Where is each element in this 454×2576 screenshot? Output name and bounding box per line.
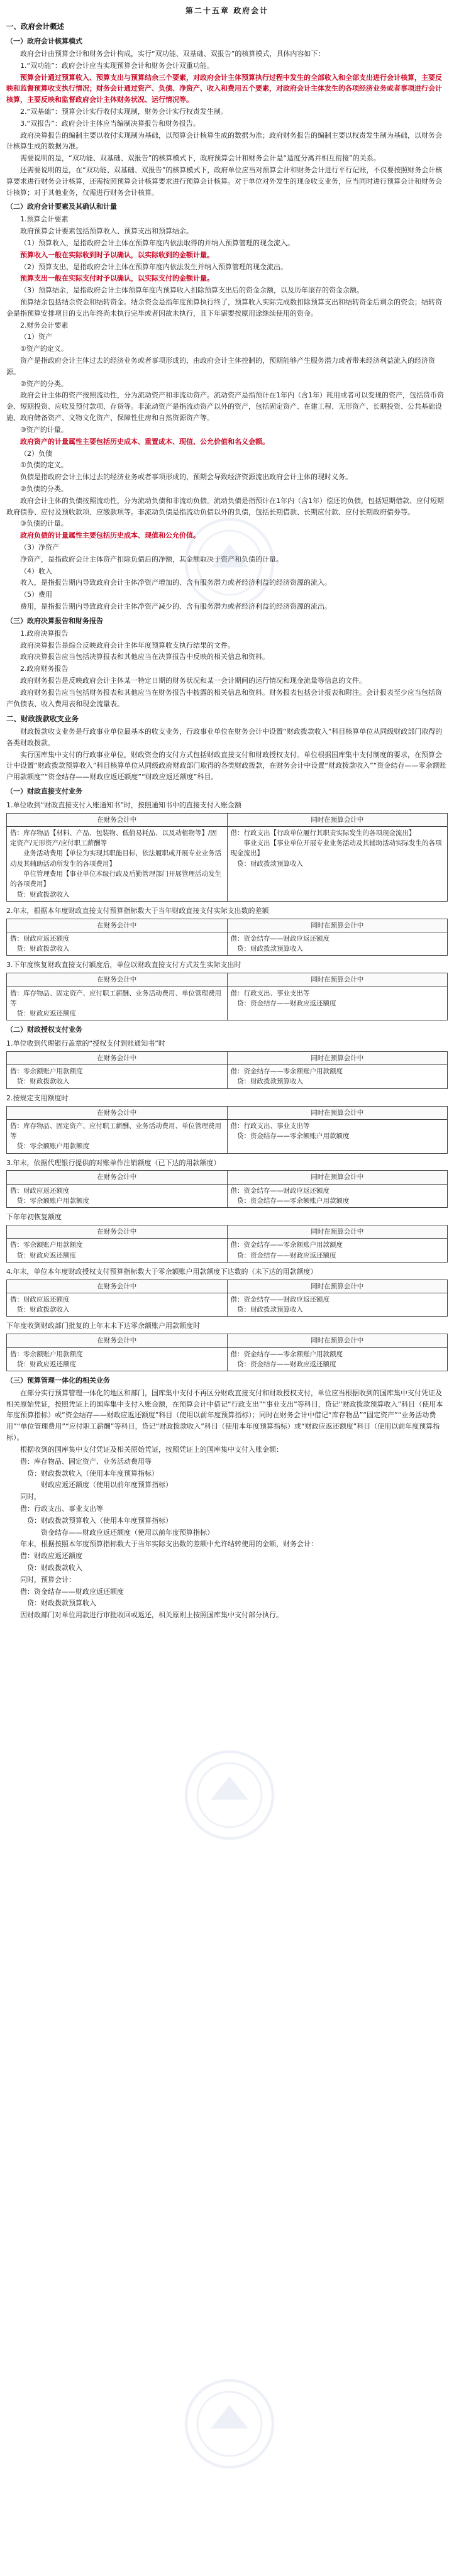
paragraph: ②负债的分类。 <box>20 484 68 493</box>
paragraph: 在部分实行预算管理一体化的地区和部门，国库集中支付不再区分财政直接支付和财政授权支付，单位应当根据收到的国库集中支付凭证及相关原始凭证，按照凭证上的国库集中支付入账金额，在预算会计中借记“行政支出”“事业支出”等科目，贷记“财政拨款预算收入”科目（使用本年度预算指标）或“资金结存——财政应返还额度”科目（使用以前年度预算指标）；同时在财务会计中借记“库存物品”“固定资产”“业务活动费用”“单位管理费用”“应付职工薪酬”等科目，贷记“财政拨款收入”科目（使用本年度预算指标）或“财政应返还额度”科目（使用以前年度预算指标）。 <box>6 1388 443 1442</box>
table-caption: 4.年末，单位本年度财政授权支付预算指标数大于零余额账户用款额度下达数的（未下达的用款额度） <box>6 1267 318 1276</box>
table-row <box>7 1184 448 1208</box>
subsection-heading: （三）预算管理一体化的相关业务 <box>6 1376 110 1385</box>
entry-line: 贷：财政拨款收入（使用本年度预算指标） <box>20 1469 158 1478</box>
financial-entry-cell <box>7 1119 228 1153</box>
watermark-seal-icon <box>182 2377 277 2471</box>
financial-entry: 借：库存物品、固定资产、应付职工薪酬、业务活动费用、单位管理费用等 贷：零余额账户用款额度 <box>10 1122 221 1151</box>
table-row <box>7 1347 448 1371</box>
header-budget: 同时在预算会计中 <box>227 1334 448 1347</box>
paragraph: （1）资产 <box>20 333 52 341</box>
paragraph: 净资产，是指政府会计主体资产扣除负债后的净额，其金额取决于资产和负债的计量。 <box>20 555 283 563</box>
paragraph: 还需要说明的是，在“双功能、双基础、双报告”的核算模式下，政府单位应当对预算会计和财务会计进行平行记账，不仅要按照财务会计核算要求进行财务会计核算，还需按照预算会计核算要求进行预算会计核算。对于单位对外发生的现金收支业务，应当同时进行预算会计和财务会计核算；对于其他业务，仅需进行财务会计核算。 <box>6 166 443 197</box>
entry-table <box>6 1170 448 1208</box>
header-financial: 在财务会计中 <box>7 973 228 987</box>
table-row <box>7 1119 448 1153</box>
financial-entry-cell <box>7 1239 228 1263</box>
entry-line: 借：库存物品、固定资产、业务活动费用等 <box>20 1457 152 1466</box>
budget-entry-cell <box>227 1293 448 1317</box>
financial-entry: 借：库存物品、固定资产、应付职工薪酬、业务活动费用、单位管理费用等 贷：财政应返还额度 <box>10 989 221 1018</box>
paragraph: 1.“双功能”：政府会计应当实现预算会计和财务会计双重功能。 <box>20 61 214 70</box>
budget-entry: 借：资金结存——财政应返还额度 贷：财政拨款预算收入 <box>230 934 329 953</box>
paragraph: 政府预算会计要素包括预算收入、预算支出和预算结余。 <box>20 227 193 236</box>
table-row <box>7 987 448 1020</box>
paragraph: 政府决算报告应当包括决算报表和其他应当在决算报告中反映的相关信息和资料。 <box>20 653 269 661</box>
financial-entry: 借：财政应返还额度 贷：财政拨款收入 <box>10 934 70 953</box>
entry-line: 同时，预算会计： <box>20 1575 75 1584</box>
budget-entry: 借：资金结存——零余额账户用款额度 贷：资金结存——财政应返还额度 <box>230 1241 343 1259</box>
financial-entry: 借：零余额账户用款额度 贷：财政拨款收入 <box>10 1068 83 1086</box>
paragraph: 预算结余包括结余资金和结转资金。结余资金是指年度预算执行终了，预算收入实际完成数扣除预算支出和结转资金后剩余的资金；结转资金是指预算安排项目的支出年终尚未执行完毕或者因故未执行，且下年需要按原用途继续使用的资金。 <box>6 297 442 318</box>
paragraph: 政府财务报告应当包括财务报表和其他应当在财务报告中披露的相关信息和资料。财务报表包括会计报表和附注。会计报表至少应当包括资产负债表、收入费用表和现金流量表。 <box>6 688 442 708</box>
paragraph: ①资产的定义。 <box>20 345 68 353</box>
table-header-row <box>7 919 448 932</box>
paragraph: 需要说明的是，“双功能、双基础、双报告”的核算模式下，政府预算会计和财务会计是“适度分离并相互衔接”的关系。 <box>20 154 380 163</box>
budget-entry: 借：行政支出、事业支出等 贷：资金结存——零余额账户用款额度 <box>230 1122 350 1141</box>
table-caption: 下年年初恢复额度 <box>6 1213 62 1222</box>
table-row <box>7 826 448 901</box>
table-header-row <box>7 1106 448 1119</box>
paragraph: （3）净资产 <box>20 543 59 551</box>
financial-entry: 借：财政应返还额度 贷：零余额账户用款额度 <box>10 1186 89 1205</box>
header-financial: 在财务会计中 <box>7 1334 228 1347</box>
paragraph: 政府决算报告的编制主要以收付实现制为基础，以预算会计核算生成的数据为准；政府财务报告的编制主要以权责发生制为基础，以财务会计核算生成的数据为准。 <box>6 131 442 151</box>
table-row <box>7 1065 448 1089</box>
table-caption: 2.按规定支用额度时 <box>6 1093 69 1102</box>
financial-entry: 借：零余额账户用款额度 贷：财政应返还额度 <box>10 1350 83 1368</box>
budget-entry: 借：资金结存——财政应返还额度 贷：资金结存——零余额账户用款额度 <box>230 1186 350 1205</box>
budget-entry: 借：行政支出【行政单位履行其职责实际发生的各项现金流出】 事业支出【事业单位开展专业业务活动及其辅助活动实际发生的各项现金流出】 贷：财政拨款预算收入 <box>230 829 442 868</box>
table-header-row <box>7 973 448 987</box>
highlight-paragraph: 预算收入一般在实际收到时予以确认，以实际收到的金额计量。 <box>20 250 214 259</box>
paragraph: 资产是指政府会计主体过去的经济业务或者事项形成的，由政府会计主体控制的，预期能够产生服务潜力或者带来经济利益流入的经济资源。 <box>6 357 435 376</box>
paragraph: 根据收到的国库集中支付凭证及相关原始凭证，按照凭证上的国库集中支付入账金额： <box>20 1445 283 1454</box>
financial-entry-cell <box>7 1065 228 1089</box>
paragraph: （1）预算收入，是指政府会计主体在预算年度内依法取得的并纳入预算管理的现金流入。 <box>20 238 294 247</box>
entry-table <box>6 1334 448 1371</box>
paragraph: 政府会计由预算会计和财务会计构成，实行“双功能、双基础、双报告”的核算模式，具体内容如下： <box>20 49 325 58</box>
journal-entries-year-end <box>6 1551 448 1609</box>
budget-entry: 借：资金结存——零余额账户用款额度 贷：资金结存——财政应返还额度 <box>230 1350 343 1368</box>
table-caption: 下年度收到财政部门批复的上年末未下达零余额账户用款额度时 <box>6 1322 200 1330</box>
table-caption: 3.年末，依据代理银行提供的对账单作注销额度（已下达的用款额度） <box>6 1158 221 1167</box>
entry-line: 同时， <box>20 1493 41 1501</box>
entry-line: 资金结存——财政应返还额度（使用以前年度预算指标） <box>20 1528 214 1537</box>
highlight-paragraph: 预算支出一般在实际支付时予以确认，以实际支付的金额计量。 <box>20 274 214 283</box>
budget-entry: 借：资金结存——财政应返还额度 贷：财政拨款预算收入 <box>230 1295 329 1314</box>
table-header-row <box>7 1280 448 1293</box>
entry-table <box>6 813 448 902</box>
entry-table <box>6 919 448 956</box>
table-caption: 1.单位收到代理银行盖章的“授权支付到账通知书”时 <box>6 1039 165 1048</box>
entry-tables-direct <box>6 800 448 1020</box>
entry-table <box>6 1280 448 1317</box>
header-financial: 在财务会计中 <box>7 1225 228 1239</box>
paragraph: 1.预算会计要素 <box>20 215 69 224</box>
financial-entry-cell <box>7 1347 228 1371</box>
entry-line: 贷：财政拨款预算收入 <box>20 1599 96 1608</box>
highlight-paragraph: 政府负债的计量属性主要包括历史成本、现值和公允价值。 <box>20 531 200 540</box>
financial-entry-cell <box>7 1293 228 1317</box>
subsection-heading: （一）政府会计核算模式 <box>6 37 82 46</box>
paragraph: 2.政府财务报告 <box>20 665 69 673</box>
paragraph: 年末，根据按照本年度预算指标数大于当年实际支出数的差额中允许结转使用的金额，财务会计： <box>20 1540 318 1549</box>
paragraph: 3.“双报告”：政府会计主体应当编制决算报告和财务报告。 <box>20 119 200 128</box>
table-row <box>7 1239 448 1263</box>
subsection-heading: （二）政府会计要素及其确认和计量 <box>6 202 117 211</box>
paragraph: （2）预算支出，是指政府会计主体在预算年度内依法发生并纳入预算管理的现金流出。 <box>20 262 287 271</box>
paragraph: ③资产的计量。 <box>20 425 68 434</box>
financial-entry-cell <box>7 826 228 901</box>
entry-line: 借：行政支出、事业支出等 <box>20 1504 103 1513</box>
paragraph: 费用，是指报告期内导致政府会计主体净资产减少的、含有服务潜力或者经济利益的经济资源的流出。 <box>20 602 331 611</box>
header-financial: 在财务会计中 <box>7 919 228 932</box>
highlight-paragraph: 预算会计通过预算收入、预算支出与预算结余三个要素，对政府会计主体预算执行过程中发生的全部收入和全部支出进行会计核算，主要反映和监督预算收支执行情况；财务会计通过资产、负债、净资产、收入和费用五个要素，对政府会计主体发生的各项经济业务或者事项进行会计核算，主要反映和监督政府会计主体财务状况、运行情况等。 <box>6 73 442 104</box>
header-budget: 同时在预算会计中 <box>227 1225 448 1239</box>
header-financial: 在财务会计中 <box>7 813 228 826</box>
entry-table <box>6 973 448 1020</box>
header-budget: 同时在预算会计中 <box>227 1106 448 1119</box>
budget-entry-cell <box>227 932 448 956</box>
header-financial: 在财务会计中 <box>7 1051 228 1064</box>
entry-table <box>6 1225 448 1263</box>
highlight-paragraph: 政府资产的计量属性主要包括历史成本、重置成本、现值、公允价值和名义金额。 <box>20 437 269 446</box>
financial-entry: 借：财政应返还额度 贷：财政拨款收入 <box>10 1295 70 1314</box>
paragraph: 负债是指政府会计主体过去的经济业务或者事项形成的，预期会导致经济资源流出政府会计主体的现时义务。 <box>20 473 352 482</box>
budget-entry: 借：资金结存——零余额账户用款额度 贷：财政拨款预算收入 <box>230 1068 343 1086</box>
budget-entry-cell <box>227 1065 448 1089</box>
watermark-seal-icon <box>182 1748 277 1842</box>
paragraph: （4）收入 <box>20 567 52 575</box>
paragraph: 实行国库集中支付的行政事业单位，财政资金的支付方式包括财政直接支付和财政授权支付。单位根据国库集中支付制度的要求，在预算会计中设置“财政拨款预算收入”科目核算单位从同级政府财政部门取得的各类财政拨款，在财务会计中设置“财政拨款收入”“资金结存——零余额账户用款额度”“资金结存——财政应返还额度”“财政应返还额度”科目。 <box>6 750 446 782</box>
budget-entry-cell <box>227 1239 448 1263</box>
financial-entry-cell <box>7 1184 228 1208</box>
budget-entry-cell <box>227 826 448 901</box>
header-budget: 同时在预算会计中 <box>227 973 448 987</box>
financial-entry: 借：库存物品【材料、产品、包装物、低值易耗品、以及动植物等】/固定资产/无形资产/应付职工薪酬等 业务活动费用【单位为实现其职能目标，依法履职或开展专业业务活动及其辅助活动所发生的各项费用】 单位管理费用【事业单位本级行政及后勤管理部门开展管理活动发生的各项费用】 贷：财政拨款收入 <box>10 829 221 898</box>
journal-entries <box>6 1456 448 1539</box>
table-header-row <box>7 813 448 826</box>
paragraph: ②资产的分类。 <box>20 379 68 388</box>
entry-line: 借：资金结存——财政应返还额度 <box>20 1587 124 1596</box>
paragraph: 财政拨款收支业务是行政事业单位最基本的收支业务，行政事业单位在财务会计中设置“财政拨款收入”科目核算单位从同级财政部门取得的各类财政拨款。 <box>6 727 443 747</box>
budget-entry-cell <box>227 1119 448 1153</box>
paragraph: ①负债的定义。 <box>20 461 68 470</box>
subsection-heading: （三）政府决算报告和财务报告 <box>6 616 103 625</box>
table-header-row <box>7 1334 448 1347</box>
table-row <box>7 1293 448 1317</box>
paragraph: 收入，是指报告期内导致政府会计主体净资产增加的、含有服务潜力或者经济利益的经济资源的流入。 <box>20 578 331 587</box>
paragraph: 2.财务会计要素 <box>20 321 69 329</box>
subsection-heading: （二）财政授权支付业务 <box>6 1025 82 1034</box>
entry-line: 财政应返还额度（使用以前年度预算指标） <box>20 1481 172 1490</box>
table-header-row <box>7 1051 448 1064</box>
table-caption: 1.单位收到“财政直接支付入账通知书”时，按照通知书中的直接支付入账金额 <box>6 800 241 809</box>
section-heading: 二、财政拨款收支业务 <box>6 714 79 724</box>
paragraph: 政府会计主体的负债按照流动性，分为流动负债和非流动负债。流动负债是指预计在1年内（含1年）偿还的负债，包括短期借款、应付短期政府债券、应付及预收款项、应缴款项等。非流动负债是指流动负债以外的负债，包括长期借款、长期应付款、应付长期政府债券等。 <box>6 496 444 516</box>
table-header-row <box>7 1171 448 1184</box>
section-heading: 一、政府会计概述 <box>6 22 64 31</box>
paragraph: 政府会计主体的资产按照流动性，分为流动资产和非流动资产。流动资产是指预计在1年内（含1年）耗用或者可以变现的资产，包括货币资金、短期投资、应收及预付款项、存货等。非流动资产是指流动资产以外的资产，包括固定资产、在建工程、无形资产、长期投资、公共基础设施、政府储备资产、文物文化资产、保障性住房和自然资源资产等。 <box>6 391 444 423</box>
entry-tables-authorized <box>6 1038 448 1371</box>
paragraph: 政府决算报告是综合反映政府会计主体年度预算收支执行结果的文件。 <box>20 641 235 650</box>
page-title: 第二十五章 政府会计 <box>185 6 269 15</box>
header-budget: 同时在预算会计中 <box>227 1171 448 1184</box>
header-budget: 同时在预算会计中 <box>227 813 448 826</box>
header-budget: 同时在预算会计中 <box>227 1280 448 1293</box>
header-budget: 同时在预算会计中 <box>227 919 448 932</box>
budget-entry-cell <box>227 987 448 1020</box>
table-row <box>7 932 448 956</box>
budget-entry-cell <box>227 1184 448 1208</box>
paragraph: （2）负债 <box>20 449 52 458</box>
paragraph: （5）费用 <box>20 590 52 599</box>
entry-line: 贷：财政拨款预算收入（使用本年度预算指标） <box>20 1516 172 1525</box>
budget-entry-cell <box>227 1347 448 1371</box>
paragraph: ③负债的计量。 <box>20 519 68 528</box>
paragraph: 2.“双基础”：预算会计实行收付实现制，财务会计实行权责发生制。 <box>20 107 228 116</box>
paragraph: 政府财务报告是反映政府会计主体某一特定日期的财务状况和某一会计期间的运行情况和现金流量等信息的文件。 <box>20 676 366 685</box>
entry-line: 借：财政应返还额度 <box>20 1552 82 1561</box>
entry-table <box>6 1051 448 1089</box>
header-budget: 同时在预算会计中 <box>227 1051 448 1064</box>
financial-entry-cell <box>7 987 228 1020</box>
financial-entry-cell <box>7 932 228 956</box>
table-caption: 3.下年度恢复财政直接支付额度后，单位以财政直接支付方式发生实际支出时 <box>6 961 241 970</box>
paragraph: （3）预算结余，是指政府会计主体预算年度内预算收入扣除预算支出后的资金余额，以及历年滚存的资金余额。 <box>20 286 363 295</box>
paragraph: 因财政部门对单位用款进行审批收回或返还，相关原则上按照国库集中支付部分执行。 <box>20 1611 283 1620</box>
header-financial: 在财务会计中 <box>7 1171 228 1184</box>
header-financial: 在财务会计中 <box>7 1280 228 1293</box>
entry-table <box>6 1106 448 1154</box>
entry-line: 贷：财政拨款收入 <box>20 1564 82 1573</box>
table-caption: 2.年末，根据本年度财政直接支付预算指标数大于当年财政直接支付实际支出数的差额 <box>6 906 269 915</box>
subsection-heading: （一）财政直接支付业务 <box>6 787 82 796</box>
financial-entry: 借：零余额账户用款额度 贷：财政应返还额度 <box>10 1241 83 1259</box>
table-header-row <box>7 1225 448 1239</box>
budget-entry: 借：行政支出、事业支出等 贷：资金结存——财政应返还额度 <box>230 989 336 1007</box>
paragraph: 1.政府决算报告 <box>20 629 69 638</box>
header-financial: 在财务会计中 <box>7 1106 228 1119</box>
